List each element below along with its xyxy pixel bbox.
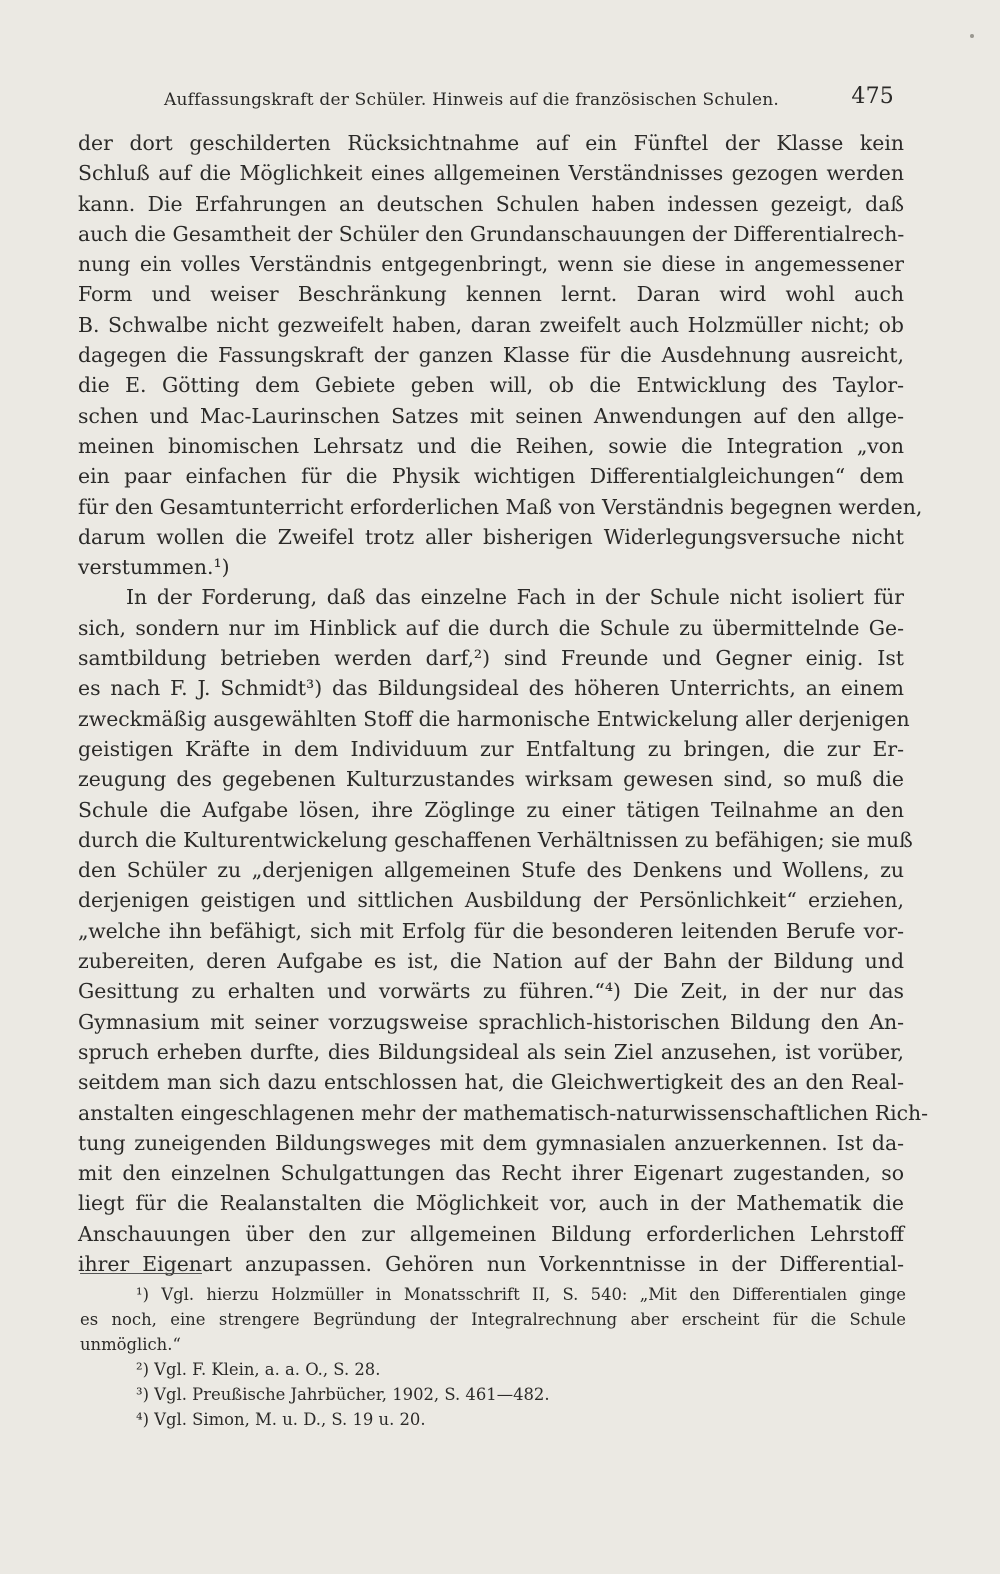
text-line: meinen binomischen Lehrsatz und die Reihen, sowie die Integration „von [78,433,904,458]
text-line: B. Schwalbe nicht gezweifelt haben, daran zweifelt auch Holzmüller nicht; ob [78,312,904,337]
text-line: samtbildung betrieben werden darf,²) sind Freunde und Gegner einig. Ist [78,646,904,671]
text-line: Schule die Aufgabe lösen, ihre Zöglinge zu einer tätigen Teilnahme an den [78,797,904,822]
text-line: In der Forderung, daß das einzelne Fach in der Schule nicht isoliert für [126,585,904,610]
footnote-line: ⁴) Vgl. Simon, M. u. D., S. 19 u. 20. [136,1410,426,1429]
text-line: tung zuneigenden Bildungsweges mit dem gymnasialen anzuerkennen. Ist da- [78,1130,904,1155]
footnote-line: ²) Vgl. F. Klein, a. a. O., S. 28. [136,1360,381,1379]
text-line: schen und Mac-Laurinschen Satzes mit seinen Anwendungen auf den allge- [78,403,904,428]
footnote-line: ¹) Vgl. hierzu Holzmüller in Monatsschrift II, S. 540: „Mit den Differentialen ginge [136,1285,906,1304]
text-line: sich, sondern nur im Hinblick auf die durch die Schule zu übermittelnde Ge- [78,615,904,640]
text-line: Gesittung zu erhalten und vorwärts zu führen.“⁴) Die Zeit, in der nur das [78,979,904,1004]
text-line: auch die Gesamtheit der Schüler den Grundanschauungen der Differentialrech- [78,221,905,246]
text-line: Anschauungen über den zur allgemeinen Bildung erforderlichen Lehrstoff [78,1221,904,1246]
text-line: Form und weiser Beschränkung kennen lernt. Daran wird wohl auch [78,282,904,307]
footnote-line: ³) Vgl. Preußische Jahrbücher, 1902, S. 461—482. [136,1385,550,1404]
page-header [78,84,898,118]
text-line: kann. Die Erfahrungen an deutschen Schulen haben indessen gezeigt, daß [78,191,904,216]
text-line: geistigen Kräfte in dem Individuum zur Entfaltung zu bringen, die zur Er- [78,736,904,761]
footnote-line: unmöglich.“ [80,1335,181,1354]
text-line: verstummen.¹) [78,555,230,580]
text-line: seitdem man sich dazu entschlossen hat, die Gleichwertigkeit des an den Real- [78,1070,904,1095]
text-line: liegt für die Realanstalten die Möglichkeit vor, auch in der Mathematik die [78,1191,904,1216]
text-line: der dort geschilderten Rücksichtnahme auf ein Fünftel der Klasse kein [78,131,904,155]
text-line: „welche ihn befähigt, sich mit Erfolg für die besonderen leitenden Berufe vor- [78,918,904,943]
text-line: für den Gesamtunterricht erforderlichen Maß von Verständnis begegnen werden, [78,494,923,519]
body-text [78,128,929,1279]
text-line: Schluß auf die Möglichkeit eines allgemeinen Verständnisses gezogen werden [78,161,904,186]
running-head: Auffassungskraft der Schüler. Hinweis auf die französischen Schulen. [164,90,780,110]
text-line: ein paar einfachen für die Physik wichtigen Differentialgleichungen“ dem [78,464,904,489]
text-line: nung ein volles Verständnis entgegenbringt, wenn sie diese in angemessener [78,252,904,277]
page-number: 475 [851,84,894,109]
text-line: dagegen die Fassungskraft der ganzen Klasse für die Ausdehnung ausreicht, [78,343,904,368]
footnote-divider [80,1273,202,1274]
text-line: zweckmäßig ausgewählten Stoff die harmonische Entwickelung aller derjenigen [78,706,910,731]
text-line: zubereiten, deren Aufgabe es ist, die Nation auf der Bahn der Bildung und [78,949,904,974]
text-line: ihrer Eigenart anzupassen. Gehören nun Vorkenntnisse in der Differential- [78,1251,904,1276]
text-line: die E. Götting dem Gebiete geben will, ob die Entwicklung des Taylor- [78,373,904,398]
text-line: anstalten eingeschlagenen mehr der mathematisch-naturwissenschaftlichen Rich- [78,1100,929,1125]
text-line: mit den einzelnen Schulgattungen das Recht ihrer Eigenart zugestanden, so [78,1161,904,1186]
text-line: darum wollen die Zweifel trotz aller bisherigen Widerlegungsversuche nicht [78,524,904,549]
text-line: den Schüler zu „derjenigen allgemeinen Stufe des Denkens und Wollens, zu [78,858,904,883]
text-line: es nach F. J. Schmidt³) das Bildungsideal des höheren Unterrichts, an einem [78,676,904,701]
footnote-line: es noch, eine strengere Begründung der Integralrechnung aber erscheint für die Schule [80,1310,906,1329]
text-line: spruch erheben durfte, dies Bildungsideal als sein Ziel anzusehen, ist vorüber, [78,1039,904,1064]
text-line: derjenigen geistigen und sittlichen Ausbildung der Persönlichkeit“ erziehen, [78,888,904,913]
footnotes [80,1282,906,1432]
text-line: durch die Kulturentwickelung geschaffenen Verhältnissen zu befähigen; sie muß [78,827,913,852]
text-line: zeugung des gegebenen Kulturzustandes wirksam gewesen sind, so muß die [78,767,904,792]
text-line: Gymnasium mit seiner vorzugsweise sprachlich-historischen Bildung den An- [78,1009,904,1034]
speck-mark [970,34,974,38]
